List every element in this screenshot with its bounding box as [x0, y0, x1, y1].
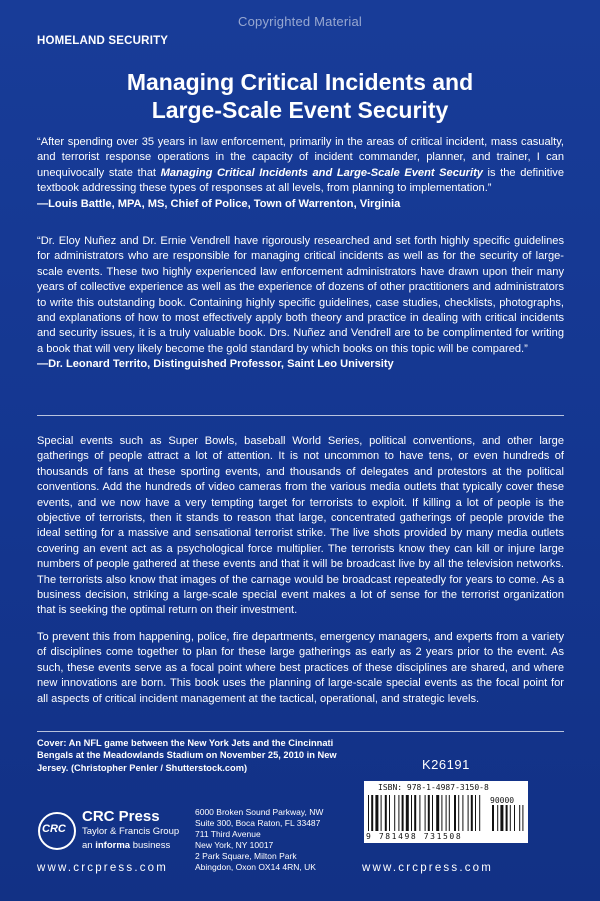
- barcode-bar: [385, 795, 387, 831]
- barcode-bar: [425, 795, 426, 831]
- divider-line: [37, 415, 564, 416]
- barcode-bar: [394, 795, 395, 831]
- barcode-bar: [519, 805, 520, 831]
- barcode-bar: [475, 795, 476, 831]
- barcode-bar: [506, 805, 508, 831]
- title-line-2: Large-Scale Event Security: [151, 97, 449, 123]
- barcode-bar: [375, 795, 378, 831]
- title-line-1: Managing Critical Incidents and: [126, 69, 474, 95]
- barcode-bar: [479, 795, 480, 831]
- barcode-bar: [368, 795, 369, 831]
- barcode-bar: [432, 795, 433, 831]
- barcode-bar: [381, 795, 382, 831]
- product-code: K26191: [422, 757, 470, 772]
- description-paragraph-2: To prevent this from happening, police, fire departments, emergency managers, and experts from a variety of disciplines come together to plan for these large gatherings as early as 2 years prior to the event. As such, these events serve as a focal point where best practices of these disciplines are shared, and where new innovations are born. This book uses the planning of large-scale special events as the focal point for all aspects of critical incident management at the tactical, operational, and strategic levels.: [37, 631, 564, 705]
- quote-1-text-after: is the definitive textbook addressing these types of responses at all levels, from planning to implementation.”: [37, 166, 564, 195]
- barcode-bar: [522, 805, 523, 831]
- address-line: 6000 Broken Sound Parkway, NW: [195, 807, 324, 817]
- quote-1-text-before: “After spending over 35 years in law enforcement, primarily in the areas of critical incident, mass casualty, and terrorist response operations in the capacity of incident commander, planner, and trainer, I can unequivocally state that: [37, 136, 564, 179]
- publisher-address: [195, 807, 323, 873]
- description-paragraph-1: Special events such as Super Bowls, baseball World Series, political conventions, and other large gatherings of people attract a lot of attention. It is not uncommon to have tens, or even hundreds of thousands of fans at these sporting events, and thousands of delegates and protestors at the political conventions. Add the hundreds of video cameras from the various media outlets that typically cover these events, and we now have a very tempting target for terrorists to exploit. If killing a lot of people is the objective of terrorists, then it stands to reason that large, concentrated gatherings of people provide the ideal setting for a massive and sensational terrorist strike. The live shots provided by many media outlets covering an event act as a psychological force multiplier. The terrorists know they can kill or injure large numbers of people gathered at these events and that it will be broadcast live by all the television networks. The terrorists also know that images of the carnage would be broadcast repeatedly for years to come. As a business decision, striking a large-scale special event makes a lot of sense for the terrorist organization that is seeking the optimal return on their investment.: [37, 435, 564, 617]
- barcode-bar: [411, 795, 412, 831]
- barcode-number: 9 781498 731508: [366, 832, 463, 841]
- barcode-bar: [471, 795, 473, 831]
- barcode-bar: [389, 795, 390, 831]
- category-label: HOMELAND SECURITY: [37, 35, 169, 47]
- barcode-bar: [500, 805, 503, 831]
- informa-suffix: business: [130, 840, 171, 851]
- quote-2-attribution: —Dr. Leonard Territo, Distinguished Professor, Saint Leo University: [37, 358, 394, 371]
- quote-1-attribution: —Louis Battle, MPA, MS, Chief of Police, Town of Warrenton, Virginia: [37, 197, 401, 210]
- endorsement-quote-1: [37, 135, 564, 212]
- barcode-bar: [414, 795, 416, 831]
- barcode-bar: [406, 795, 409, 831]
- address-line: Suite 300, Boca Raton, FL 33487: [195, 818, 321, 828]
- book-title: [0, 68, 600, 124]
- barcode-bar: [497, 805, 498, 831]
- barcode-bar: [510, 805, 511, 831]
- isbn-number: ISBN: 978-1-4987-3150-8: [378, 783, 489, 792]
- price-code: 90000: [490, 796, 515, 805]
- barcode-bar: [449, 795, 450, 831]
- publisher-name: CRC Press: [82, 808, 160, 825]
- informa-prefix: an: [82, 840, 96, 851]
- barcode-bar: [398, 795, 399, 831]
- barcode-bar: [441, 795, 442, 831]
- divider-line-bottom: [37, 731, 564, 732]
- publisher-informa: [82, 840, 170, 851]
- quote-2-text: “Dr. Eloy Nuñez and Dr. Ernie Vendrell have rigorously researched and set forth highly specific guidelines for administrators who are responsible for managing critical incidents as well as for the security of large-scale events. These two highly experienced law enforcement administrators have drawn upon their many years of collective experience as well as the experience of dozens of other practitioners and administrators to write this outstanding book. Containing highly specific guidelines, case studies, checklists, photographs, and explanations of how to most effectively apply both theory and practice in dealing with critical incidents and security issues, it is a truly valuable book. Drs. Nuñez and Vendrell are to be complimented for writing a book that will very likely become the gold standard by which books on this topic will be compared.”: [37, 235, 564, 355]
- cover-photo-credit: Cover: An NFL game between the New York Jets and the Cincinnati Bengals at the Meadowlands Stadium on November 25, 2010 in New Jersey. (Christopher Penler / Shutterstock.com): [37, 738, 337, 773]
- address-line: Abingdon, Oxon OX14 4RN, UK: [195, 862, 316, 872]
- address-line: 711 Third Avenue: [195, 829, 261, 839]
- publisher-url-left[interactable]: www.crcpress.com: [37, 862, 169, 874]
- quote-1-book-title: Managing Critical Incidents and Large-Scale Event Security: [160, 166, 483, 179]
- barcode-bar: [402, 795, 404, 831]
- barcode-bar: [458, 795, 459, 831]
- barcode-bar: [468, 795, 469, 831]
- informa-name: informa: [95, 840, 131, 851]
- publisher-group: Taylor & Francis Group: [82, 826, 180, 837]
- barcode-bar: [371, 795, 373, 831]
- barcode-bar: [462, 795, 463, 831]
- barcode-bar: [446, 795, 447, 831]
- barcode-bar: [454, 795, 456, 831]
- barcode-bar: [514, 805, 515, 831]
- crc-logo-text: CRC: [42, 823, 66, 835]
- copyright-watermark: Copyrighted Material: [238, 14, 362, 29]
- barcode-bar: [419, 795, 420, 831]
- address-line: New York, NY 10017: [195, 840, 274, 850]
- endorsement-quote-2: [37, 234, 564, 373]
- address-line: 2 Park Square, Milton Park: [195, 851, 297, 861]
- barcode-bar: [436, 795, 439, 831]
- barcode-bar: [428, 795, 430, 831]
- barcode-bar: [492, 805, 494, 831]
- publisher-url-right[interactable]: www.crcpress.com: [362, 862, 494, 874]
